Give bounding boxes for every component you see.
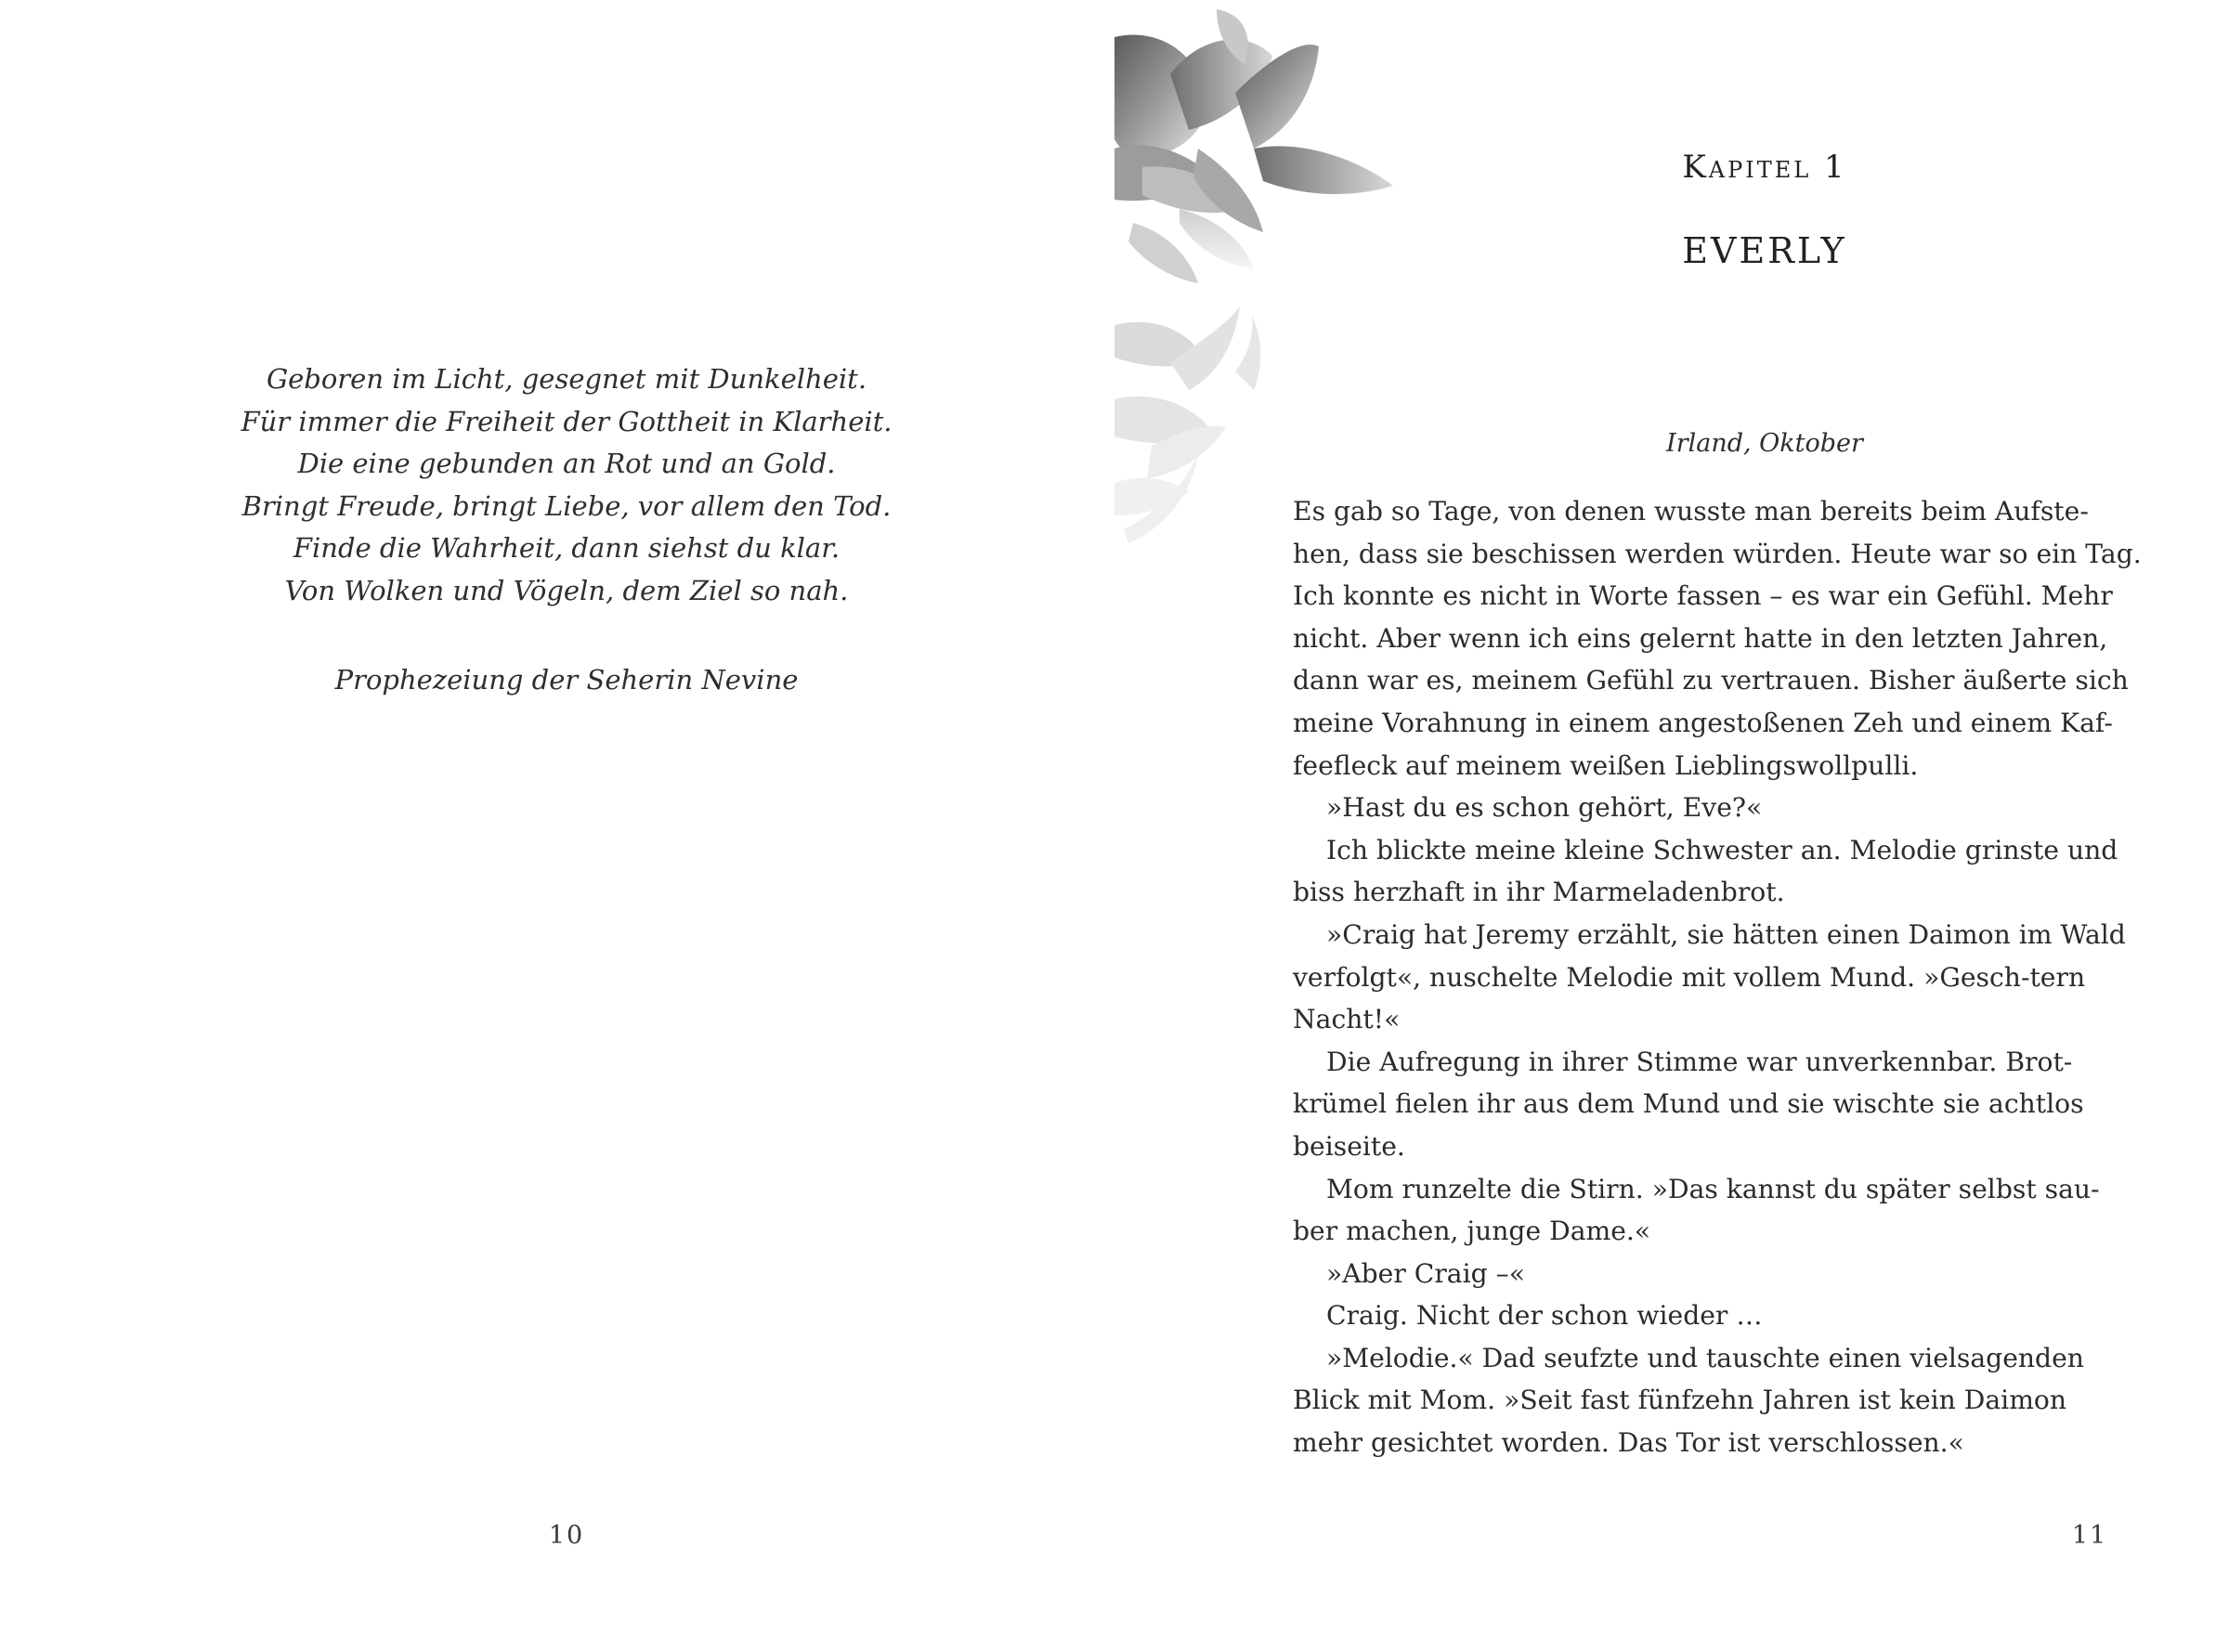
body-line: Mom runzelte die Stirn. »Das kannst du später selbst sau- — [1326, 1173, 2100, 1204]
prophecy-line: Geboren im Licht, gesegnet mit Dunkelheit. — [266, 363, 867, 395]
body-line: Die Aufregung in ihrer Stimme war unverkennbar. Brot- — [1326, 1046, 2073, 1077]
body-line: ber machen, junge Dame.« — [1293, 1216, 1651, 1247]
body-line: »Melodie.« Dad seufzte und tauschte einen vielsagenden — [1326, 1342, 2084, 1373]
body-line: krümel fielen ihr aus dem Mund und sie wischte sie achtlos — [1293, 1088, 2084, 1120]
left-page — [0, 0, 1114, 1652]
body-line: Craig. Nicht der schon wieder … — [1326, 1300, 1763, 1332]
prophecy-line: Von Wolken und Vögeln, dem Ziel so nah. — [284, 574, 849, 606]
lily-flower-icon — [1114, 9, 1412, 548]
body-line: Blick mit Mom. »Seit fast fünfzehn Jahren ist kein Daimon — [1293, 1385, 2067, 1416]
body-line: nicht. Aber wenn ich eins gelernt hatte in den letzten Jahren, — [1293, 622, 2108, 654]
chapter-label: Kapitel 1 — [1682, 149, 1847, 186]
body-line: »Aber Craig –« — [1326, 1257, 1525, 1289]
right-page — [1114, 0, 2229, 1652]
body-line: mehr gesichtet worden. Das Tor ist verschlossen.« — [1293, 1427, 1964, 1459]
body-line: »Hast du es schon gehört, Eve?« — [1326, 792, 1763, 824]
body-line: »Craig hat Jeremy erzählt, sie hätten einen Daimon im Wald — [1326, 918, 2126, 950]
chapter-name: EVERLY — [1682, 230, 1847, 271]
body-line: verfolgt«, nuschelte Melodie mit vollem Mund. »Gesch-tern — [1293, 961, 2086, 993]
body-line: beiseite. — [1293, 1130, 1405, 1162]
prophecy-line: Für immer die Freiheit der Gottheit in Klarheit. — [241, 405, 893, 437]
chapter-body-text — [1293, 490, 2142, 1464]
body-line: biss herzhaft in ihr Marmeladenbrot. — [1293, 877, 1785, 908]
body-line: dann war es, meinem Gefühl zu vertrauen. Bisher äußerte sich — [1293, 665, 2129, 696]
prophecy-verse — [167, 358, 966, 612]
place-date: Irland, Oktober — [1666, 429, 1863, 458]
body-line: Ich blickte meine kleine Schwester an. Melodie grinste und — [1326, 834, 2118, 865]
prophecy-line: Die eine gebunden an Rot und an Gold. — [297, 448, 836, 479]
body-line: meine Vorahnung in einem angestoßenen Zeh und einem Kaf- — [1293, 707, 2113, 738]
body-line: feefleck auf meinem weißen Lieblingswollpulli. — [1293, 749, 1919, 781]
body-line: hen, dass sie beschissen werden würden. Heute war so ein Tag. — [1293, 538, 2142, 569]
page-number-right: 11 — [2071, 1521, 2108, 1550]
prophecy-line: Finde die Wahrheit, dann siehst du klar. — [293, 532, 841, 564]
body-line: Es gab so Tage, von denen wusste man bereits beim Aufste- — [1293, 496, 2089, 527]
prophecy-line: Bringt Freude, bringt Liebe, vor allem den Tod. — [241, 489, 892, 522]
body-line: Nacht!« — [1293, 1004, 1401, 1035]
prophecy-attribution: Prophezeiung der Seherin Nevine — [334, 664, 799, 696]
page-number-left: 10 — [548, 1521, 585, 1550]
body-line: Ich konnte es nicht in Worte fassen – es war ein Gefühl. Mehr — [1293, 580, 2113, 612]
